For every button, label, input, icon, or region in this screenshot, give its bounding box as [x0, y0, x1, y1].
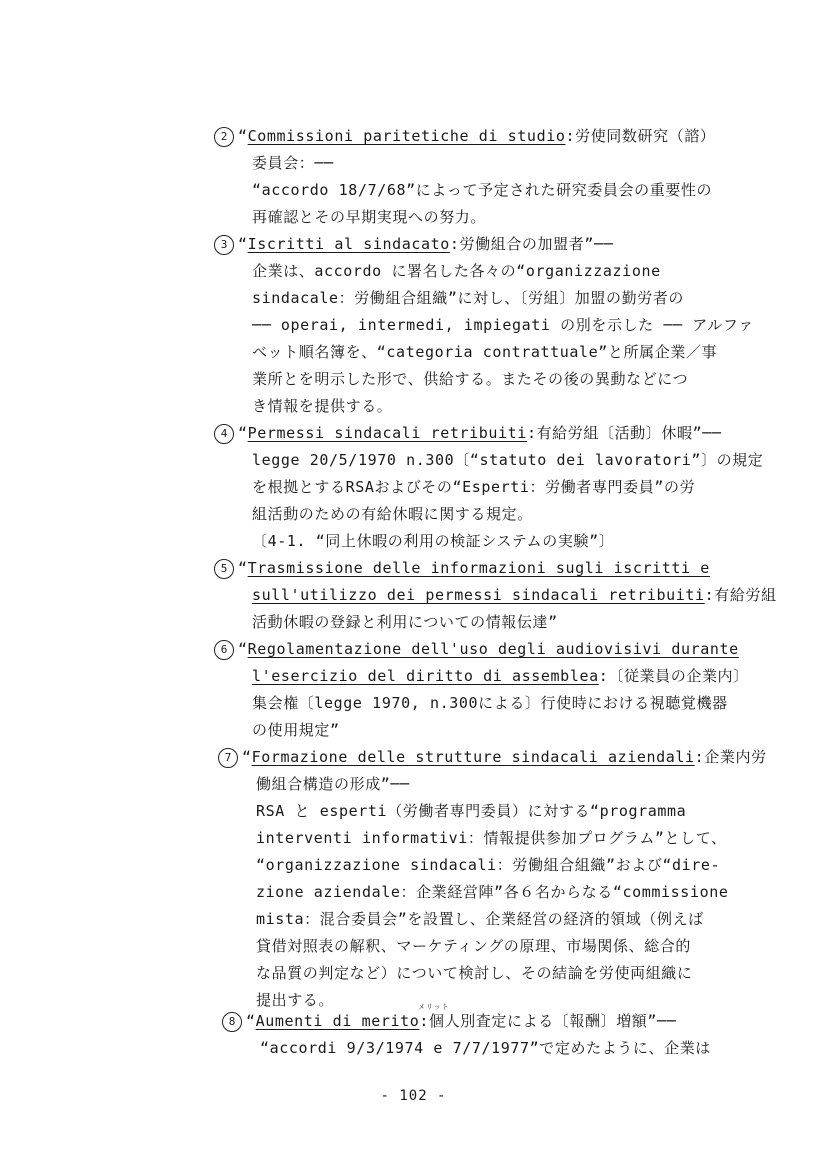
- body-line: “organizzazione sindacali：労働組合組織”および“dire-: [256, 856, 721, 874]
- body-line: 再確認とその早期実現への努力。: [252, 208, 487, 226]
- body-line: zione aziendale：企業経営陣”各６名からなる“commissione: [256, 883, 729, 901]
- body-line: の使用規定”: [252, 721, 340, 739]
- item-title: Permessi sindacali retribuiti: [247, 424, 527, 442]
- body-line: 企業は、accordo に署名した各々の“organizzazione: [252, 262, 661, 280]
- body-line: 業所とを明示した形で、供給する。またその後の異動などにつ: [252, 370, 689, 388]
- item-number: 8: [222, 1012, 242, 1032]
- item-6-heading: 6 “Regolamentazione dell'uso degli audiovisivi durante: [214, 639, 739, 660]
- item-title: Formazione delle strutture sindacali aziendali: [251, 748, 695, 766]
- item-5-heading: 5 “Trasmissione delle informazioni sugli iscritti e: [214, 558, 710, 579]
- item-title: Iscritti al sindacato: [247, 235, 450, 253]
- item-number: 3: [214, 235, 234, 255]
- page-number: - 102 -: [380, 1088, 447, 1104]
- body-line: な品質の判定など）について検討し、その結論を労使両組織に: [256, 964, 693, 982]
- body-line: 活動休暇の登録と利用についての情報伝達”: [252, 613, 558, 631]
- ruby-annotation: メリット: [418, 1003, 450, 1011]
- item-title: Regolamentazione dell'uso degli audiovisivi durante: [247, 640, 739, 658]
- item-number: 5: [214, 559, 234, 579]
- item-heading-rest: :労働組合の加盟者”──: [449, 235, 614, 253]
- item-5-heading-cont: [252, 585, 777, 605]
- body-line: ベット順名簿を、“categoria contrattuale”と所属企業／事: [252, 343, 718, 361]
- item-heading-rest: :労使同数研究（諮）: [565, 127, 716, 145]
- item-title: Commissioni paritetiche di studio: [247, 127, 566, 145]
- item-title: Aumenti di merito: [255, 1012, 420, 1030]
- body-line: interventi informativi：情報提供参加プログラム”として、: [256, 829, 727, 847]
- item-title: Trasmissione delle informazioni sugli iscritti e: [247, 559, 710, 577]
- body-line: sindacale：労働組合組織”に対し、〔労組〕加盟の勤労者の: [252, 289, 685, 307]
- item-6-heading-cont: [252, 666, 749, 686]
- item-heading-rest: :〔従業員の企業内〕: [598, 667, 749, 685]
- body-line: legge 20/5/1970 n.300〔“statuto dei lavoratori”〕の規定: [252, 451, 764, 469]
- body-line: 〔4-1. “同上休暇の利用の検証システムの実験”〕: [252, 532, 615, 550]
- item-number: 7: [218, 748, 238, 768]
- item-number: 6: [214, 640, 234, 660]
- body-line: 働組合構造の形成”──: [256, 775, 410, 793]
- body-line: 委員会：──: [252, 154, 334, 172]
- body-line: 集会権〔legge 1970, n.300による〕行使時における視聴覚機器: [252, 694, 728, 712]
- item-number: 4: [214, 424, 234, 444]
- item-7-heading: 7 “Formazione delle strutture sindacali aziendali:企業内労: [218, 747, 767, 768]
- body-line: を根拠とするRSAおよびその“Esperti：労働者専門委員”の労: [252, 478, 696, 496]
- body-line: 提出する。: [256, 991, 335, 1009]
- item-heading-rest: :企業内労: [694, 748, 767, 766]
- item-4-heading: 4 “Permessi sindacali retribuiti:有給労組〔活動〕休暇”──: [214, 423, 721, 444]
- item-heading-rest: :個人別査定による〔報酬〕増額”──: [419, 1012, 677, 1030]
- body-line: RSA と esperti（労働者専門委員）に対する“programma: [256, 802, 687, 820]
- body-line: “accordo 18/7/68”によって予定された研究委員会の重要性の: [252, 181, 713, 199]
- body-line: き情報を提供する。: [252, 397, 393, 415]
- item-2-heading: 2 “Commissioni paritetiche di studio:労使同数研究（諮）: [214, 126, 716, 147]
- body-line: ── operai, intermedi, impiegati の別を示した ── アルファ: [252, 316, 754, 334]
- item-3-heading: 3 “Iscritti al sindacato:労働組合の加盟者”──: [214, 234, 613, 255]
- item-title-cont: l'esercizio del diritto di assemblea: [252, 667, 599, 685]
- body-line: “accordi 9/3/1974 e 7/7/1977”で定めたように、企業は: [260, 1039, 711, 1057]
- body-line: 貸借対照表の解釈、マーケティングの原理、市場関係、総合的: [256, 937, 692, 955]
- item-heading-rest: :有給労組: [704, 586, 777, 604]
- body-line: 組活動のための有給休暇に関する規定。: [252, 505, 533, 523]
- item-8-heading: 8 “Aumenti di merito:個人別査定による〔報酬〕増額”──: [222, 1011, 676, 1032]
- body-line: mista：混合委員会”を設置し、企業経営の経済的領域（例えば: [256, 910, 704, 928]
- item-number: 2: [214, 127, 234, 147]
- item-heading-rest: :有給労組〔活動〕休暇”──: [526, 424, 722, 442]
- item-title-cont: sull'utilizzo dei permessi sindacali retribuiti: [252, 586, 705, 604]
